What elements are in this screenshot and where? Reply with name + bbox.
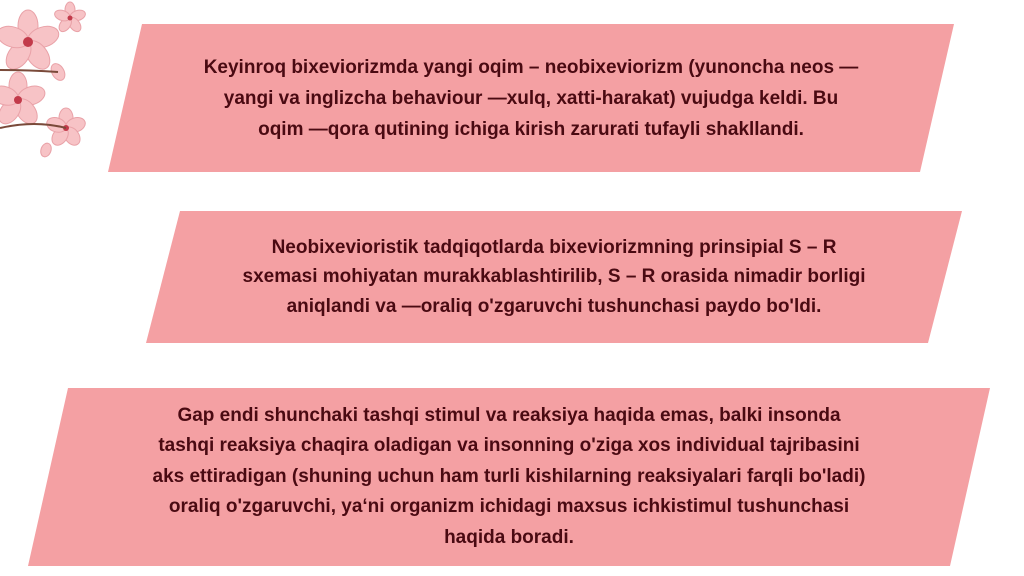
text-panel-1 (108, 24, 954, 172)
panel-text: Neobixevioristik tadqiqotlarda bixeviorizmning prinsipial S – R sxemasi mohiyatan murakkablashtirilib, S – R orasida nimadir borligi aniqlandi va —oraliq o'zgaruvchi tushunchasi paydo bo'ldi. (242, 236, 866, 317)
panel-text: Gap endi shunchaki tashqi stimul va reaksiya haqida emas, balki insonda tashqi reaksiya chaqira oladigan va insonning o'ziga xos individual tajribasini aks ettiradigan (shuning uchun ham turli kishilarning reaksiyalari farqli bo'ladi) oraliq o'zgaruvchi, ya‘ni organizm ichidagi maxsus ichkistimul tushunchasi haqida boradi. (152, 404, 866, 548)
panel-text: Keyinroq bixeviorizmda yangi oqim – neobixeviorizm (yunoncha neos —yangi va inglizcha behaviour —xulq, xatti-harakat) vujudga keldi. Bu oqim —qora qutining ichiga kirish zarurati tufayli shakllandi. (203, 56, 859, 140)
cherry-blossom-icon (0, 0, 110, 170)
text-panel-3 (28, 388, 990, 566)
text-panel-2 (146, 211, 962, 343)
